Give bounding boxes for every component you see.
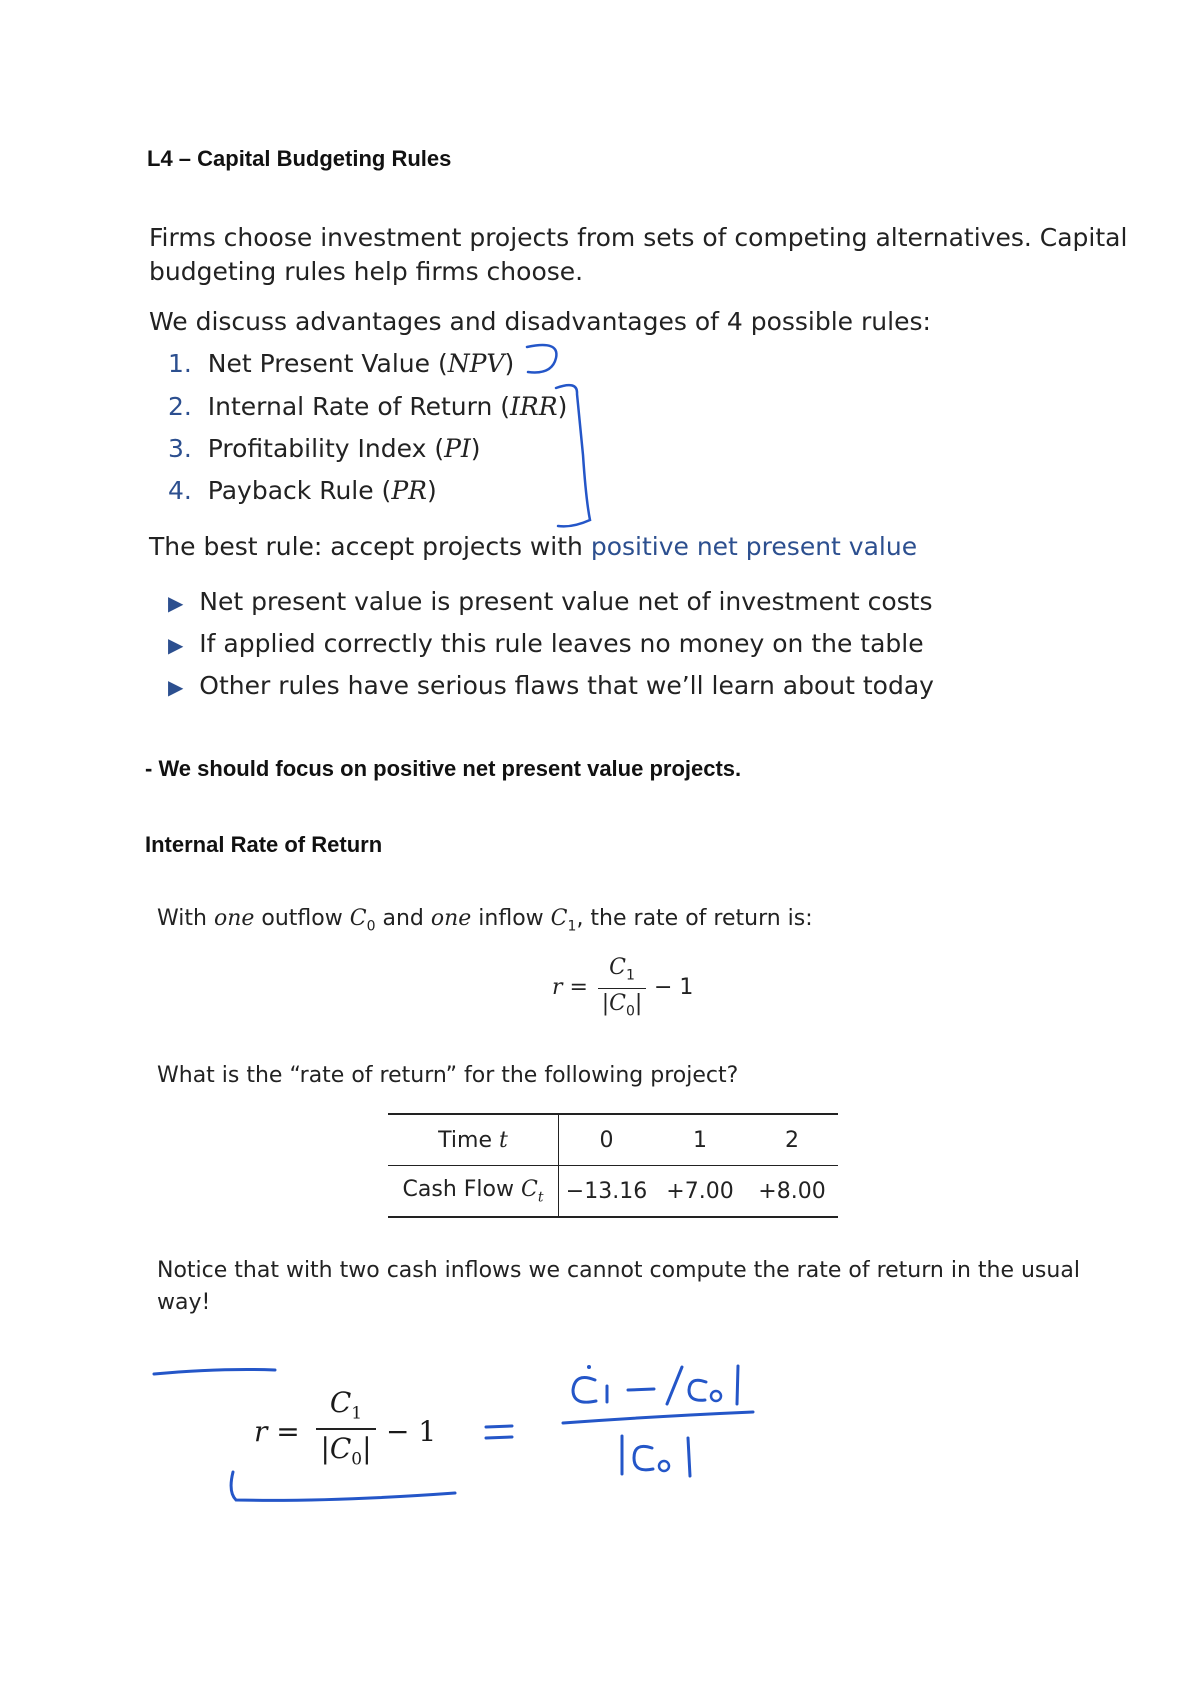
ink-den-abs-right	[688, 1438, 690, 1476]
time-label: Time	[438, 1127, 499, 1153]
ink-abs-left	[667, 1367, 682, 1404]
ink-overline	[154, 1370, 275, 1375]
ink-equals	[486, 1426, 512, 1438]
rule-close: )	[557, 392, 568, 421]
table-cell: 0	[599, 1127, 614, 1153]
cash-flow-var: C	[520, 1176, 538, 1202]
rule-text: Payback Rule (	[207, 476, 392, 505]
best-rule-highlight: positive net present value	[590, 532, 918, 561]
ink-c1	[573, 1378, 596, 1403]
ink-den-c0	[634, 1446, 653, 1469]
irr-intro-text: , the rate of return is:	[576, 906, 813, 931]
ink-underline	[231, 1472, 455, 1500]
rule-number: 2.	[168, 392, 192, 421]
ink-abs-right	[737, 1366, 738, 1404]
rule-abbr: PR	[391, 476, 427, 505]
notice-line-1: Notice that with two cash inflows we cannot compute the rate of return in the usual	[157, 1258, 1080, 1283]
ink-fraction-bar	[563, 1412, 753, 1423]
note-text: - We should focus on positive net present value projects.	[145, 756, 742, 781]
rule-abbr: IRR	[510, 392, 558, 421]
formula-numerator: $C_1$	[609, 955, 635, 984]
table-cell: Cash Flow $C_t$	[388, 1166, 559, 1218]
notice-line-2: way!	[157, 1290, 211, 1315]
table-cell: −13.16	[565, 1178, 648, 1204]
best-rule-prefix: The best rule: accept projects with	[149, 532, 591, 561]
formula-den-symbol: |C	[601, 991, 626, 1016]
rule-text: Internal Rate of Return (	[207, 392, 511, 421]
irr-intro-emph: one	[213, 906, 255, 931]
page-title: L4 – Capital Budgeting Rules	[147, 146, 452, 171]
rule-number: 3.	[168, 434, 192, 463]
irr-intro-emph: one	[430, 906, 472, 931]
formula-r: r =	[552, 975, 588, 1000]
rule-number: 1.	[168, 349, 192, 378]
ink-minus	[628, 1389, 654, 1390]
rule-close: )	[504, 349, 515, 378]
table-cell: 1	[693, 1127, 707, 1153]
ink-den-subscript-zero	[659, 1461, 669, 1471]
rule-close: )	[470, 434, 481, 463]
formula-denominator: $|C_0|$	[601, 991, 643, 1020]
bullet-text: Net present value is present value net of investment costs	[199, 587, 933, 616]
table-cell: +7.00	[666, 1178, 734, 1204]
irr-intro-text: and	[375, 906, 431, 931]
rule-text: Net Present Value (	[207, 349, 448, 378]
irr-intro-text: With	[157, 906, 214, 931]
formula2-r: r =	[254, 1415, 300, 1448]
formula2-den-symbol: |C	[320, 1432, 352, 1465]
ink-subscript-zero	[711, 1391, 721, 1401]
intro-line-1: Firms choose investment projects from sets of competing alternatives. Capital	[149, 223, 1128, 252]
rule-text: Profitability Index (	[207, 434, 445, 463]
formula-num-symbol: C	[609, 955, 626, 980]
triangle-bullet-icon: ▶	[168, 633, 184, 657]
ink-bracket-irr-pr	[556, 385, 590, 526]
c0-symbol: C	[349, 906, 367, 931]
time-var: t	[499, 1127, 508, 1153]
rule-number: 4.	[168, 476, 192, 505]
formula2-num-symbol: C	[329, 1386, 352, 1419]
triangle-bullet-icon: ▶	[168, 675, 184, 699]
formula2-minus-one: − 1	[386, 1415, 437, 1448]
formula2-numerator: $C_1$	[329, 1386, 363, 1424]
question-text: What is the “rate of return” for the following project?	[157, 1063, 739, 1088]
intro-line-2: budgeting rules help firms choose.	[149, 257, 584, 286]
irr-intro-text: outflow	[254, 906, 350, 931]
irr-intro: With one outflow $C_0$ and one inflow $C_1$, the rate of return is:	[157, 906, 813, 935]
table-cell: +8.00	[758, 1178, 826, 1204]
cash-flow-label: Cash Flow	[402, 1176, 521, 1202]
triangle-bullet-icon: ▶	[168, 591, 184, 615]
rule-abbr: NPV	[447, 349, 505, 378]
c1-symbol: C	[550, 906, 568, 931]
irr-intro-text: inflow	[471, 906, 551, 931]
rules-intro: We discuss advantages and disadvantages of 4 possible rules:	[149, 307, 931, 336]
bullet-text: If applied correctly this rule leaves no money on the table	[199, 629, 924, 658]
ink-c0-num	[689, 1380, 706, 1400]
formula2-denominator: $|C_0|$	[320, 1432, 372, 1470]
formula-minus-one: − 1	[654, 975, 694, 1000]
bullet-text: Other rules have serious flaws that we’ll learn about today	[199, 671, 934, 700]
irr-heading: Internal Rate of Return	[145, 832, 383, 857]
table-cell: 2	[785, 1127, 799, 1153]
rule-abbr: PI	[444, 434, 471, 463]
ink-bracket-npv	[527, 345, 556, 372]
ink-dot	[587, 1365, 591, 1369]
rule-close: )	[426, 476, 437, 505]
